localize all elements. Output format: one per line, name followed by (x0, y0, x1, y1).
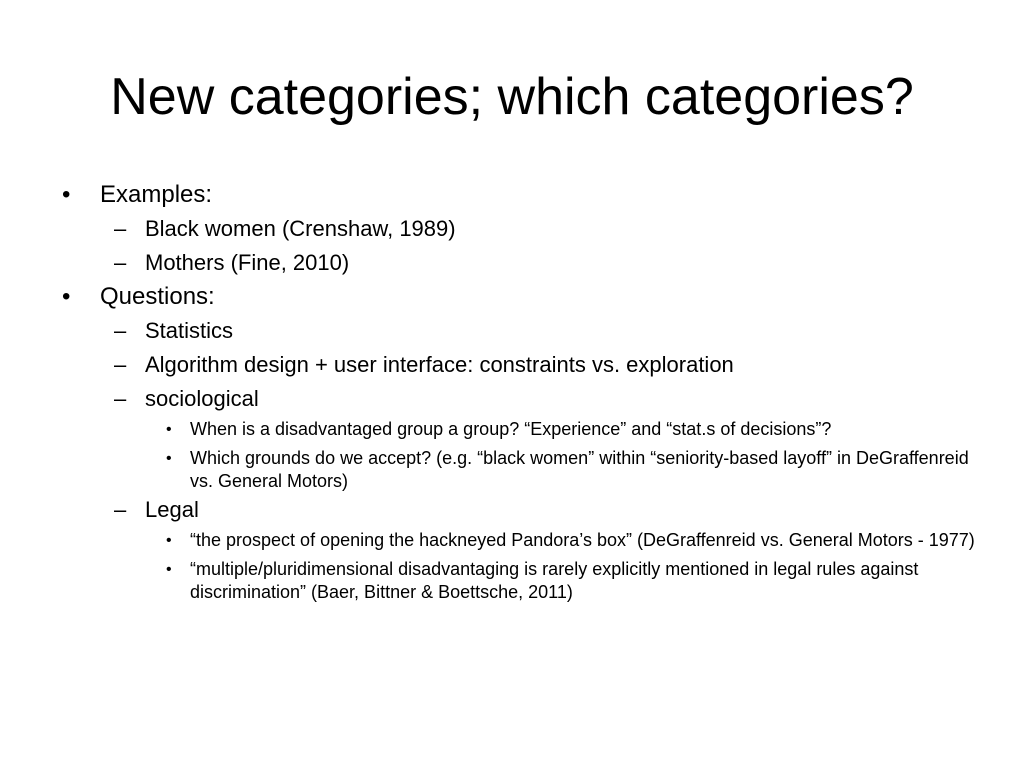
subitem-label: Algorithm design + user interface: constraints vs. exploration (145, 352, 734, 377)
dash-marker: – (114, 250, 127, 275)
slide-title: New categories; which categories? (110, 68, 914, 126)
point-text: Which grounds do we accept? (e.g. “black women” within “seniority-based layoff” in DeGraffenreid vs. General Motors) (190, 448, 969, 491)
bullet-examples (62, 178, 992, 212)
subitem-black-women (62, 212, 992, 246)
bullet-marker: • (166, 532, 172, 549)
dash-marker: – (114, 216, 127, 241)
subitem-statistics (62, 314, 992, 348)
subitem-algorithm-design (62, 348, 992, 382)
dash-marker: – (114, 352, 127, 377)
bullet-marker: • (62, 283, 71, 310)
subitem-label: Black women (Crenshaw, 1989) (145, 216, 456, 241)
subitem-label: Statistics (145, 318, 234, 343)
subitem-sociological (62, 382, 992, 416)
subitem-label: Legal (145, 497, 199, 522)
point-text: “the prospect of opening the hackneyed Pandora’s box” (DeGraffenreid vs. General Motors - 1977) (190, 530, 975, 550)
bullet-marker: • (166, 561, 172, 578)
bullet-questions (62, 280, 992, 314)
subitem-mothers (62, 246, 992, 280)
subitem-legal (62, 493, 992, 527)
bullet-marker: • (62, 181, 71, 208)
point-pandoras-box (62, 529, 992, 552)
point-disadvantaged-group (62, 418, 992, 441)
dash-marker: – (114, 386, 127, 411)
dash-marker: – (114, 318, 127, 343)
point-text: When is a disadvantaged group a group? “Experience” and “stat.s of decisions”? (190, 419, 832, 439)
dash-marker: – (114, 497, 127, 522)
bullet-label: Examples: (100, 181, 213, 208)
point-multiple-disadvantaging (62, 558, 992, 604)
subitem-label: Mothers (Fine, 2010) (145, 250, 350, 275)
bullet-label: Questions: (100, 283, 215, 310)
bullet-marker: • (166, 421, 172, 438)
subitem-label: sociological (145, 386, 259, 411)
slide-body (62, 178, 992, 604)
point-text: “multiple/pluridimensional disadvantaging is rarely explicitly mentioned in legal rules against discrimination” (Baer, Bittner & Boettsche, 2011) (190, 559, 919, 602)
bullet-marker: • (166, 450, 172, 467)
point-grounds-accepted (62, 447, 992, 493)
